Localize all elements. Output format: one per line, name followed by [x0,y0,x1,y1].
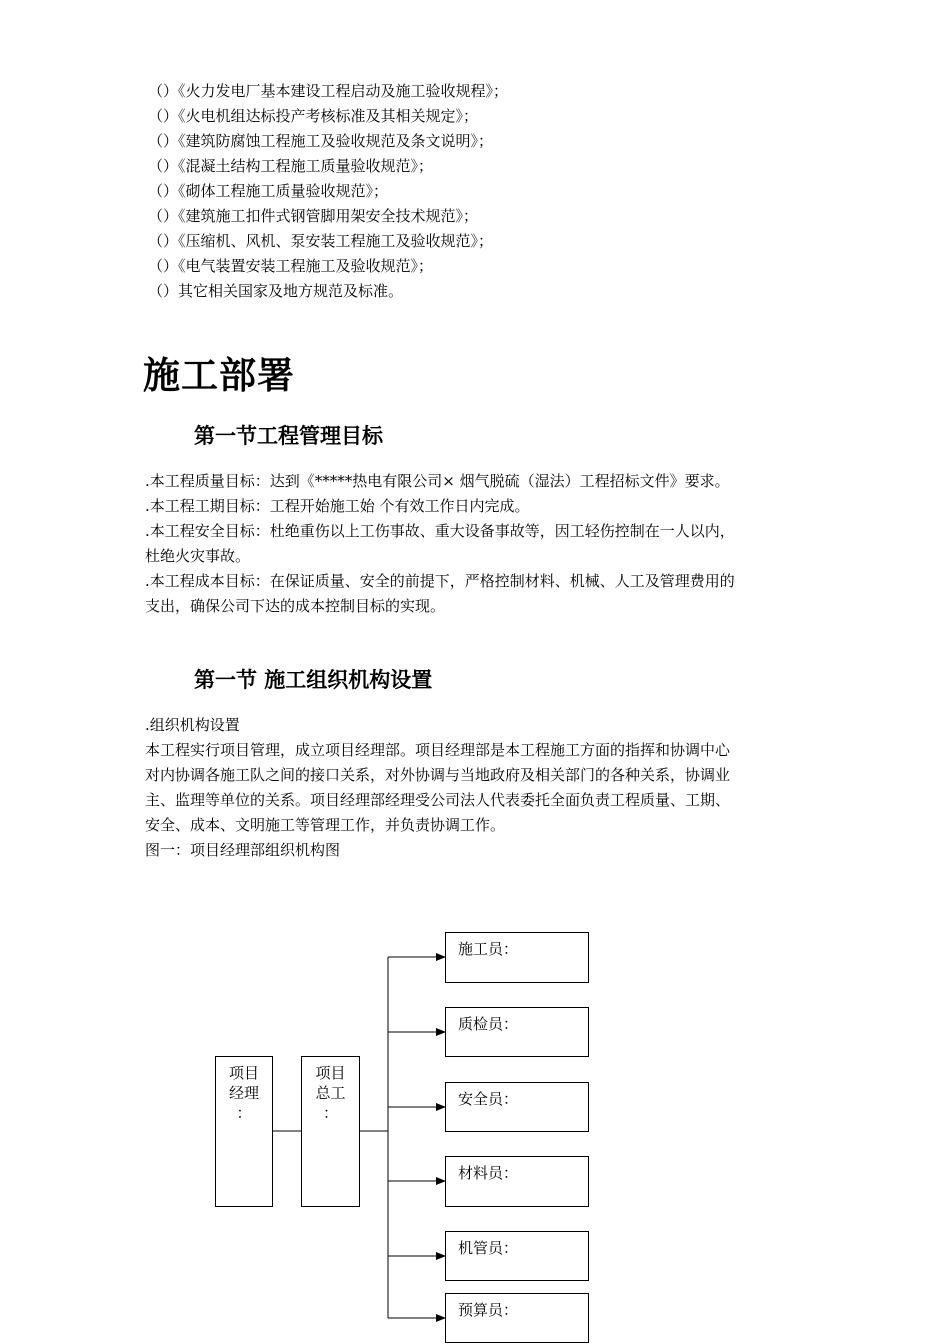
role-box-budget [445,1293,589,1343]
box-text: ： [236,1104,252,1122]
chapter-title: 施工部署 [143,353,295,397]
paragraph-line: 主、监理等单位的关系。项目经理部经理受公司法人代表委托全面负责工程质量、工期、 [145,791,731,809]
box-text: 项目 [315,1064,346,1082]
reference-item: （）《砌体工程施工质量验收规范》； [148,182,389,200]
role-label: 施工员： [458,940,519,958]
role-label: 材料员： [458,1164,519,1182]
section-title-organization: 第一节 施工组织机构设置 [194,667,433,692]
paragraph-line: 安全、成本、文明施工等管理工作，并负责协调工作。 [145,816,506,834]
paragraph-line: .组织机构设置 [145,716,240,734]
role-box-construction [445,932,589,983]
reference-standards-list [148,79,508,304]
reference-item: （）《电气装置安装工程施工及验收规范》； [148,257,434,275]
role-label: 质检员： [458,1015,519,1033]
reference-item: （）《建筑施工扣件式钢管脚用架安全技术规范》； [148,207,479,225]
organization-text [145,713,810,863]
reference-item: （）《压缩机、风机、泵安装工程施工及验收规范》； [148,232,494,250]
reference-item: （）《火电机组达标投产考核标准及其相关规定》； [148,107,479,125]
chief-engineer-box [301,1056,360,1207]
reference-item: （）《混凝土结构工程施工质量验收规范》； [148,157,434,175]
paragraph-line: 本工程实行项目管理，成立项目经理部。项目经理部是本工程施工方面的指挥和协调中心 [145,741,731,759]
reference-item: （）其它相关国家及地方规范及标准。 [148,282,404,300]
paragraph-line: .本工程安全目标：杜绝重伤以上工伤事故、重大设备事故等，因工轻伤控制在一人以内， [145,522,735,540]
paragraph-line: .本工程成本目标：在保证质量、安全的前提下，严格控制材料、机械、人工及管理费用的 [145,572,735,590]
box-text: 总工 [315,1084,346,1102]
box-text: 经理 [228,1084,259,1102]
paragraph-line: 支出，确保公司下达的成本控制目标的实现。 [145,597,446,615]
paragraph-line: 杜绝火灾事故。 [145,547,251,565]
box-text: ： [322,1104,338,1122]
role-box-materials [445,1156,589,1207]
paragraph-line: .本工程工期目标：工程开始施工始 个有效工作日内完成。 [145,497,530,515]
reference-item: （）《火力发电厂基本建设工程启动及施工验收规程》； [148,82,509,100]
role-box-safety [445,1082,589,1132]
paragraph-line: .本工程质量目标：达到《*****热电有限公司× 烟气脱硫（湿法）工程招标文件》要求。 [145,472,730,490]
role-box-quality [445,1007,589,1057]
paragraph-line: 对内协调各施工队之间的接口关系，对外协调与当地政府及相关部门的各种关系，协调业 [145,766,731,784]
management-goals-text [145,469,810,619]
box-text: 项目 [228,1064,259,1082]
reference-item: （）《建筑防腐蚀工程施工及验收规范及条文说明》； [148,132,494,150]
role-label: 预算员： [458,1301,519,1319]
role-label: 机管员： [458,1239,519,1257]
role-box-machinery [445,1231,589,1281]
figure-caption: 图一：项目经理部组织机构图 [145,841,341,859]
project-manager-box [215,1056,273,1207]
role-label: 安全员： [458,1090,519,1108]
section-title-management-goals: 第一节工程管理目标 [194,423,383,448]
